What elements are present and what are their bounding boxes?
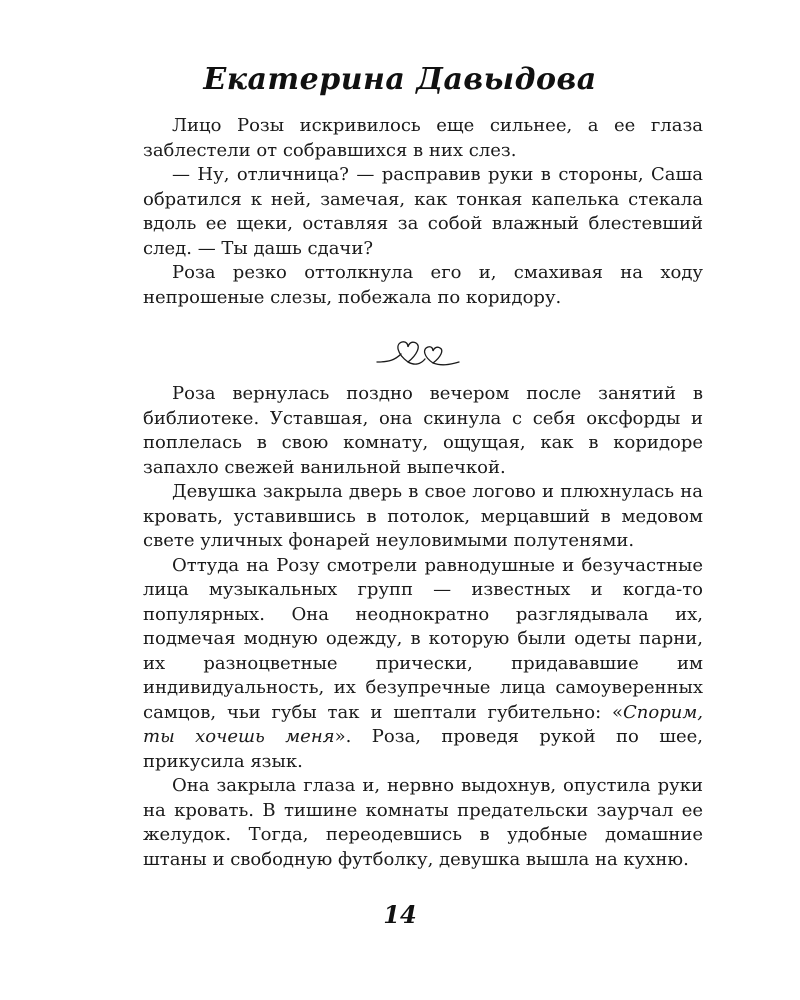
paragraph-text: Оттуда на Розу смотрели равнодушные и безучастные лица музыкальных групп — известных и когда-то популярных. Она неоднократно разглядывала их, подмечая модную одежду, в которую были одеты парни, их разноцветные прически, придававшие им индивидуальность, их безупречные лица самоуверенных самцов, чьи губы так и шептали губительно: « xyxy=(143,554,703,723)
paragraph: Она закрыла глаза и, нервно выдохнув, опустила руки на кровать. В тишине комнаты предательски заурчал ее желудок. Тогда, переодевшись в удобные домашние штаны и свободную футболку, девушка вышла на кухню. xyxy=(143,775,703,870)
text-section-2 xyxy=(143,382,703,872)
paragraph: Девушка закрыла дверь в свое логово и плюхнулась на кровать, уставившись в потолок, мерцавший в медовом свете уличных фонарей неуловимыми полутенями. xyxy=(143,481,703,551)
paragraph: Роза резко оттолкнула его и, смахивая на ходу непрошеные слезы, побежала по коридору. xyxy=(143,262,703,308)
italic-quote: Спорим, ты хочешь меня xyxy=(143,701,703,747)
running-header-author: Екатерина Давыдова xyxy=(203,62,597,97)
paragraph xyxy=(143,554,703,775)
paragraph: Роза вернулась поздно вечером после занятий в библиотеке. Уставшая, она скинула с себя оксфорды и поплелась в свою комнату, ощущая, как в коридоре запахло свежей ванильной выпечкой. xyxy=(143,383,703,478)
paragraph: — Ну, отличница? — расправив руки в стороны, Саша обратился к ней, замечая, как тонкая капелька стекала вдоль ее щеки, оставляя за собой влажный блестевший след. — Ты дашь сдачи? xyxy=(143,164,703,259)
hearts-divider-icon xyxy=(375,332,465,372)
page-number: 14 xyxy=(383,900,417,929)
text-section-1 xyxy=(143,114,703,310)
paragraph: Лицо Розы искривилось еще сильнее, а ее глаза заблестели от собравшихся в них слез. xyxy=(143,115,703,161)
paragraph-text: ». Роза, проведя рукой по шее, прикусила язык. xyxy=(143,726,704,772)
